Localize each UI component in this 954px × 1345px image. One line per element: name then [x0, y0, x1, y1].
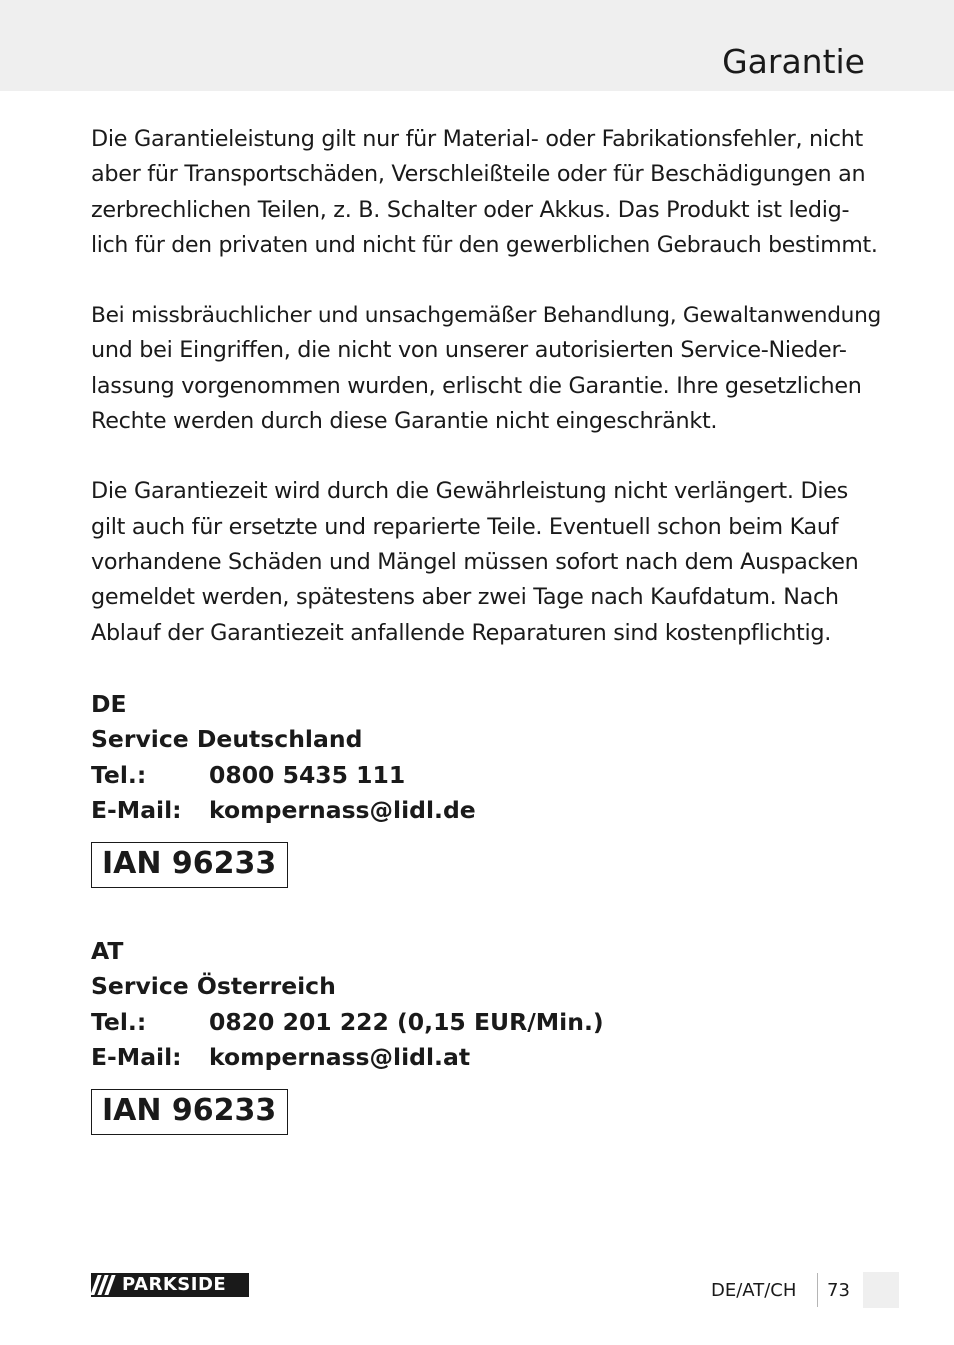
service-block-at: [91, 934, 604, 1075]
text-line: gilt auch für ersetzte und reparierte Teile. Eventuell schon beim Kauf: [91, 513, 839, 540]
footer-divider: [817, 1273, 818, 1307]
ian-box-de: IAN 96233: [91, 842, 288, 888]
tel-number: 0820 201 222 (0,15 EUR/Min.): [209, 1007, 604, 1036]
paragraph-warranty-void: [91, 298, 881, 439]
text-line: aber für Transportschäden, Verschleißteile oder für Beschädigungen an: [91, 161, 866, 188]
country-code: AT: [91, 937, 124, 965]
country-code: DE: [91, 690, 127, 718]
tel-label: Tel.:: [91, 1007, 147, 1036]
text-line: und bei Eingriffen, die nicht von unserer autorisierten Service-Nieder-: [91, 337, 847, 364]
page-number: 73: [827, 1280, 850, 1301]
email-address: kompernass@lidl.at: [209, 1042, 471, 1071]
warranty-text: [91, 122, 881, 686]
footer-tab-marker: [863, 1272, 899, 1308]
service-phone: [91, 1005, 604, 1040]
service-name: Service Deutschland: [91, 725, 363, 754]
service-phone: [91, 758, 476, 793]
logo-slashes-icon: [91, 1275, 122, 1295]
text-line: Die Garantieleistung gilt nur für Material- oder Fabrikationsfehler, nicht: [91, 126, 863, 152]
tel-number: 0800 5435 111: [209, 760, 406, 789]
service-name: Service Österreich: [91, 972, 336, 1001]
text-line: Ablauf der Garantiezeit anfallende Reparaturen sind kostenpflichtig.: [91, 619, 832, 646]
service-block-de: [91, 687, 476, 828]
tel-label: Tel.:: [91, 760, 147, 789]
text-line: lich für den privaten und nicht für den gewerblichen Gebrauch bestimmt.: [91, 232, 878, 258]
email-label: E-Mail:: [91, 795, 182, 824]
text-line: Die Garantiezeit wird durch die Gewährleistung nicht verlängert. Dies: [91, 478, 848, 505]
text-line: lassung vorgenommen wurden, erlischt die Garantie. Ihre gesetzlichen: [91, 372, 862, 399]
text-line: Bei missbräuchlicher und unsachgemäßer Behandlung, Gewaltanwendung: [91, 303, 882, 329]
paragraph-warranty-scope: [91, 122, 881, 263]
text-line: Rechte werden durch diese Garantie nicht eingeschränkt.: [91, 408, 718, 435]
parkside-logo: [91, 1273, 249, 1297]
logo-text: PARKSIDE: [122, 1274, 227, 1295]
text-line: zerbrechlichen Teilen, z. B. Schalter oder Akkus. Das Produkt ist ledig-: [91, 196, 850, 223]
text-line: vorhandene Schäden und Mängel müssen sofort nach dem Auspacken: [91, 548, 859, 575]
page-title: Garantie: [722, 42, 865, 81]
email-address: kompernass@lidl.de: [209, 795, 476, 824]
footer-locale: DE/AT/CH: [711, 1280, 797, 1301]
paragraph-warranty-period: [91, 474, 881, 650]
ian-box-at: IAN 96233: [91, 1089, 288, 1135]
email-label: E-Mail:: [91, 1042, 182, 1071]
text-line: gemeldet werden, spätestens aber zwei Tage nach Kaufdatum. Nach: [91, 584, 839, 611]
service-email: [91, 793, 476, 828]
service-email: [91, 1040, 604, 1075]
